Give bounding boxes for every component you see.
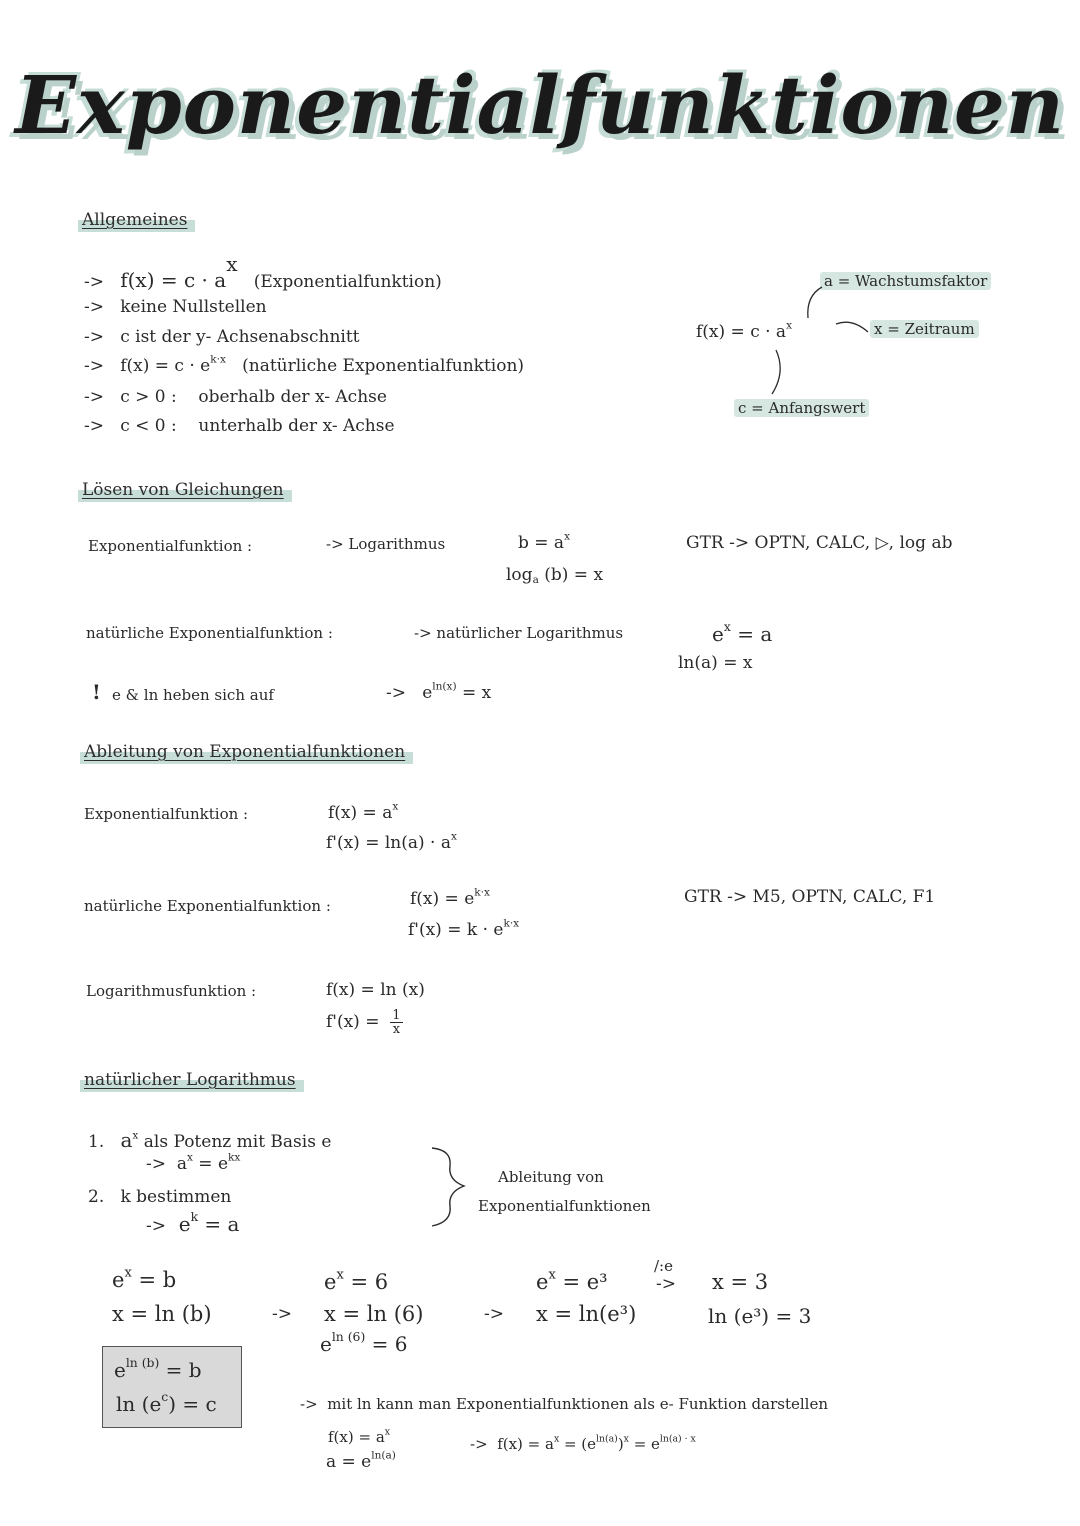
deriv-exp-fprime: $f'(x) = \ln(a) \cdot a^x$ (326, 830, 457, 853)
arrow-icon: -> (84, 387, 104, 407)
deriv-exp-f: $f(x) = a^x$ (328, 800, 399, 823)
arrow-icon: -> (656, 1274, 676, 1294)
brace-label-2: Exponentialfunktionen (478, 1197, 651, 1215)
arrow-icon: -> (272, 1304, 292, 1324)
general-line-4: -> $f(x) = c \cdot e^{k\cdot x}$ (natürliche Exponentialfunktion) (84, 353, 525, 376)
solve-nat-arrow: -> natürlicher Logarithmus (414, 624, 624, 642)
general-line-5: -> c > 0 : oberhalb der x- Achse (84, 387, 387, 407)
solve-nat-eq-2: ln(a) = x (678, 653, 753, 673)
solve-nat-eq-1: $e^x = a$ (712, 619, 773, 646)
general-line-6: -> c < 0 : unterhalb der x- Achse (84, 416, 395, 436)
example-3-c: ln (e³) = 3 (708, 1304, 812, 1328)
solve-nat-label: natürliche Exponentialfunktion : (86, 624, 333, 642)
final-f: $f(x) = a^x$ (328, 1426, 391, 1446)
fraction-one-over-x: $\frac{1}{x}$ (392, 1008, 401, 1037)
example-1-b: x = ln (b) (112, 1302, 212, 1326)
solve-gtr-path: GTR -> OPTN, CALC, ▷, log ab (686, 533, 953, 553)
deriv-gtr-path: GTR -> M5, OPTN, CALC, F1 (684, 887, 936, 907)
general-line-3: -> c ist der y- Achsenabschnitt (84, 327, 360, 347)
final-note: -> mit ln kann man Exponentialfunktionen als e- Funktion darstellen (300, 1395, 829, 1413)
arrow-icon: -> (484, 1304, 504, 1324)
deriv-log-f: f(x) = ln (x) (326, 980, 425, 1000)
label-wachstumsfaktor: a = Wachstumsfaktor (820, 272, 991, 290)
section-heading-ln: natürlicher Logarithmus (80, 1070, 304, 1092)
deriv-nat-fprime: $f'(x) = k \cdot e^{k\cdot x}$ (408, 917, 520, 940)
example-2-a: $e^x = 6$ (324, 1267, 389, 1294)
example-3-a: $e^x = e^3$ (536, 1267, 608, 1294)
deriv-nat-f: $f(x) = e^{k\cdot x}$ (410, 886, 490, 909)
final-chain: -> $f(x) = a^x = (e^{ln(a)})^x = e^{ln(a) \cdot x}$ (470, 1433, 696, 1453)
solve-note: e & ln heben sich auf (112, 686, 274, 704)
arrow-icon: -> (84, 416, 104, 436)
deriv-log-fprime: f'(x) = $\frac{1}{x}$ (326, 1008, 401, 1037)
arrow-icon: -> (84, 297, 104, 317)
arrow-icon: -> (84, 272, 104, 292)
example-3-b: x = ln(e³) (536, 1302, 637, 1326)
section-heading-ableitung: Ableitung von Exponentialfunktionen (80, 742, 413, 764)
ln-step-1: 1. $a^x$ als Potenz mit Basis e (88, 1128, 332, 1152)
solve-exp-arrow: -> Logarithmus (326, 535, 446, 553)
ln-step-1-eq: -> $a^x = e^{kx}$ (146, 1151, 241, 1174)
example-2-b: x = ln (6) (324, 1302, 424, 1326)
solve-note-eq: -> $e^{ln(x)} = x$ (386, 680, 492, 703)
example-3-op: /:e (654, 1257, 673, 1275)
diagram-formula: $f(x) = c \cdot a^x$ (696, 319, 793, 342)
final-a: $a = e^{ln(a)}$ (326, 1449, 396, 1472)
brace-label-1: Ableitung von (498, 1168, 604, 1186)
label-zeitraum: x = Zeitraum (870, 320, 979, 338)
arrow-icon: -> (84, 356, 104, 376)
section-heading-allgemeines: Allgemeines (78, 210, 195, 232)
solve-eq-2: $\log_a (b) = x$ (506, 565, 604, 587)
example-1-a: $e^x = b$ (112, 1265, 177, 1292)
ln-step-2-eq: -> $e^k = a$ (146, 1209, 240, 1236)
general-line-2: -> keine Nullstellen (84, 297, 267, 317)
page-title: Exponentialfunktionen (15, 58, 1065, 152)
deriv-nat-label: natürliche Exponentialfunktion : (84, 897, 331, 915)
identity-box-line-1: $e^{ln (b)} = b$ (114, 1355, 202, 1382)
label-anfangswert: c = Anfangswert (734, 399, 869, 417)
section-heading-loesen: Lösen von Gleichungen (78, 480, 292, 502)
example-3-result: x = 3 (712, 1270, 769, 1294)
exclamation-icon: ! (92, 680, 101, 704)
deriv-exp-label: Exponentialfunktion : (84, 805, 249, 823)
example-2-c: $e^{ln (6)} = 6$ (320, 1329, 408, 1356)
solve-exp-label: Exponentialfunktion : (88, 537, 253, 555)
arrow-icon: -> (84, 327, 104, 347)
deriv-log-label: Logarithmusfunktion : (86, 982, 257, 1000)
ln-step-2: 2. k bestimmen (88, 1187, 232, 1207)
solve-eq-1: $b = a^x$ (518, 530, 571, 553)
identity-box-line-2: $\ln (e^c) = c$ (116, 1389, 217, 1416)
general-line-1: -> $f(x) = c \cdot a^x$ (Exponentialfunktion) (84, 252, 442, 292)
